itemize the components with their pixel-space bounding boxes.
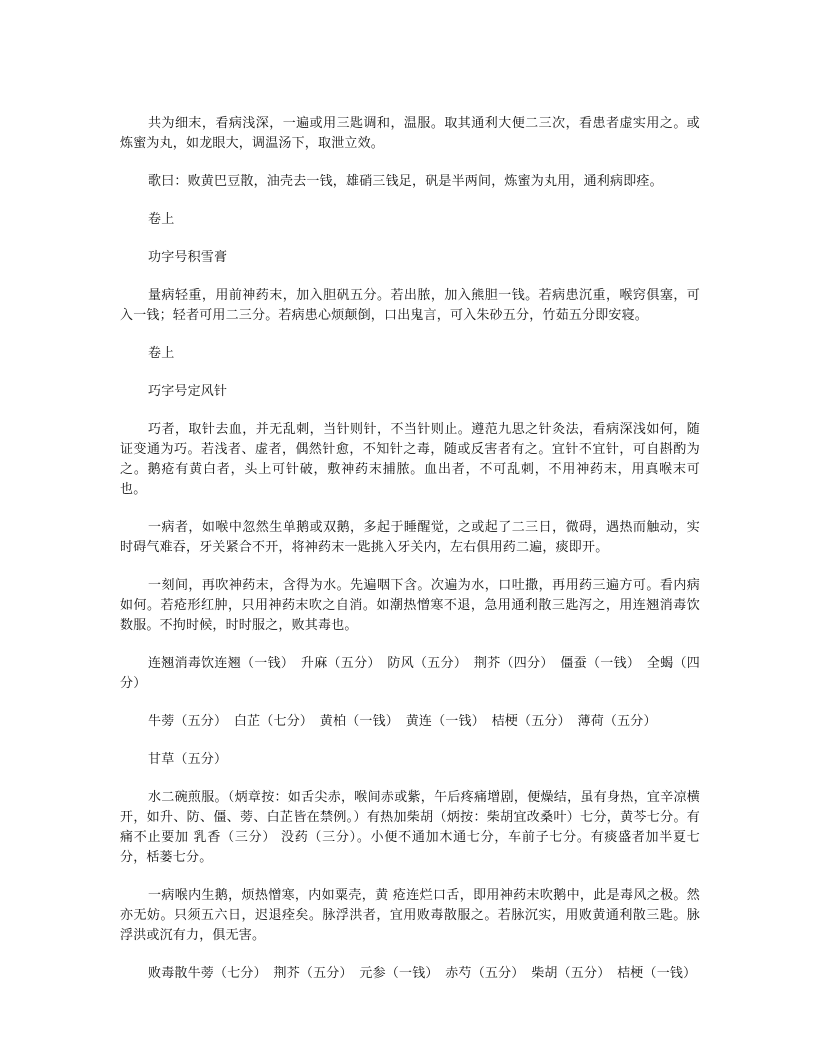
paragraph-case-three: 一病喉内生鹅，烦热憎寒，内如粟壳，黄 疮连烂口舌，即用神药末吹鹅中，此是毒风之极。然亦无妨。只须五六日，迟退痊矣。脉浮洪者，宜用败毒散服之。若脉沉实，用败黄通利散三匙。脉浮洪或沉有力，俱无害。 bbox=[120, 888, 700, 943]
ingredient-list-2: 牛蒡（五分） 白芷（七分） 黄柏（一钱） 黄连（一钱） 桔梗（五分） 薄荷（五分） bbox=[148, 714, 657, 729]
paragraph-song: 歌曰：败黄巴豆散，油壳去一钱，雄硝三钱足，矾是半两间，炼蜜为丸用，通利病即痊。 bbox=[148, 174, 663, 189]
document-page bbox=[120, 114, 700, 1002]
ingredient-list-4: 败毒散牛蒡（七分） 荆芥（五分） 元参（一钱） 赤芍（五分） 柴胡（五分） 桔梗（一钱） bbox=[148, 966, 697, 981]
paragraph-intro: 共为细末，看病浅深，一遍或用三匙调和，温服。取其通利大便二三次，看患者虚实用之。或炼蜜为丸，如龙眼大，调温汤下，取泄立效。 bbox=[120, 116, 700, 151]
paragraph-case-two: 一刻间，再吹神药末，含得为水。先遍咽下含。次遍为水，口吐撒，再用药三遍方可。看内病如何。若疮形红肿，只用神药末吹之自消。如潮热憎寒不退，急用通利散三匙泻之，用连翘消毒饮数服。不拘时候，时时服之，败其毒也。 bbox=[120, 578, 700, 633]
recipe-heading-dingfengzhen: 巧字号定风针 bbox=[148, 384, 228, 399]
paragraph-jixuegao: 量病轻重，用前神药末，加入胆矾五分。若出脓，加入熊胆一钱。若病患沉重，喉窍俱塞，可入一钱；轻者可用二三分。若病患心烦颠倒，口出鬼言，可入朱砂五分，竹茹五分即安寝。 bbox=[120, 288, 700, 323]
paragraph-case-one: 一病者，如喉中忽然生单鹅或双鹅，多起于睡醒觉，之或起了二三日，微碍，遇热而触动，实时碍气难吞，牙关紧合不开，将神药末一匙挑入牙关内，左右俱用药二遍，痰即开。 bbox=[120, 520, 700, 555]
section-heading-volume: 卷上 bbox=[148, 346, 175, 361]
recipe-heading-jixuegao: 功字号积雪膏 bbox=[148, 250, 228, 265]
paragraph-decoction: 水二碗煎服。（炳章按：如舌尖赤，喉间赤或紫，午后疼痛增剧，便燥结，虽有身热，宜辛凉横开，如升、防、僵、蒡、白芷皆在禁例。）有热加柴胡（炳按：柴胡宜改桑叶）七分，黄芩七分。有痛不止要加 乳香（三分） 没药（三分）。小便不通加木通七分，车前子七分。有痰盛者加半夏七分，栝蒌七分。 bbox=[120, 790, 700, 865]
paragraph-acupuncture: 巧者，取针去血，并无乱刺，当针则针，不当针则止。遵范九思之针灸法，看病深浅如何，随证变通为巧。若浅者、虚者，偶然针愈，不知针之毒，随或反害者有之。宜针不宜针，可自斟酌为之。鹅疮有黄白者，头上可针破，敷神药末捕脓。血出者，不可乱刺，不用神药末，用真喉末可也。 bbox=[120, 422, 700, 497]
section-heading-volume: 卷上 bbox=[148, 212, 175, 227]
ingredient-list-3: 甘草（五分） bbox=[148, 752, 228, 767]
ingredient-list-1: 连翘消毒饮连翘（一钱） 升麻（五分） 防风（五分） 荆芥（四分） 僵蚕（一钱） 全蝎（四分） bbox=[120, 656, 700, 691]
